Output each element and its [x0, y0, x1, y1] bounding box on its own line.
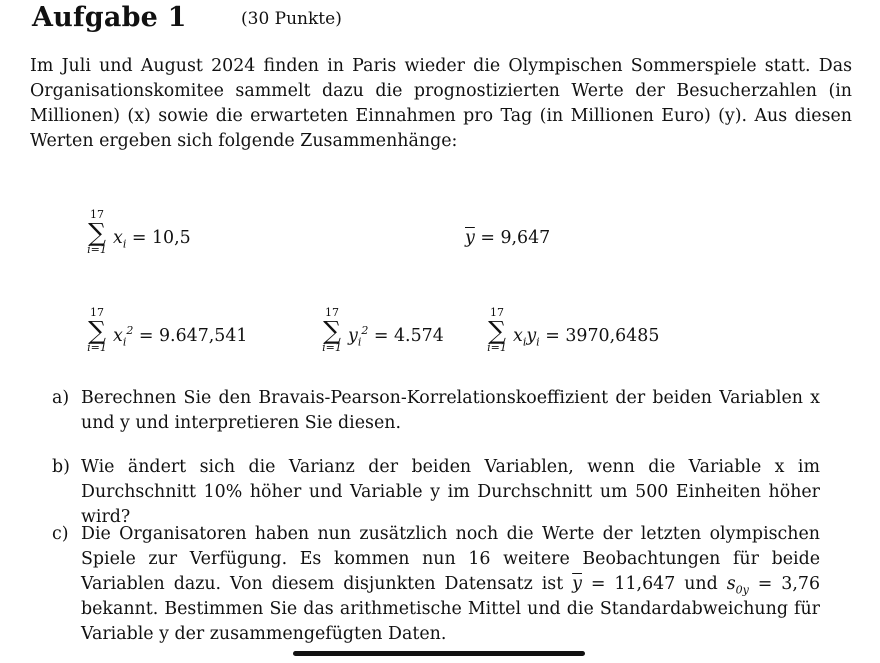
sum-sign: 17 ∑ i=1: [322, 306, 342, 354]
home-indicator[interactable]: [293, 651, 585, 656]
task-c-ybar-value: = 11,647: [590, 574, 676, 594]
task-label: c): [52, 524, 69, 544]
task-text: Die Organisatoren haben nun zusätzlich noch die Werte der letzten olympischen Spiele zur Verfügung. Es kommen nun 16 weitere Beobachtungen für beide Variablen dazu. Von diesem disjunkten Datensatz ist $\overline{y} = 11,647$ und $s_{0y} = 3,76$ bekannt. Bestimmen Sie das arithmetische Mittel und die Standardabweichung für Variable y der zusammengefügten Daten.: [81, 524, 821, 644]
intro-paragraph: Im Juli und August 2024 finden in Paris wieder die Olympischen Sommerspiele statt. Das Organisationskomitee sammelt dazu die prognostizierten Werte der Besucherzahlen (in Millionen) (x) sowie die erwarteten Einnahmen pro Tag (in Millionen Euro) (y). Aus diesen Werten ergeben sich folgende Zusammenhänge:: [30, 56, 852, 151]
sum-x2-value: = 9.647,541: [138, 326, 248, 346]
task-label: b): [52, 457, 70, 477]
sum-sign: 17 ∑ i=1: [487, 306, 507, 354]
exercise-points: (30 Punkte): [241, 9, 342, 29]
ybar-value: = 9,647: [480, 228, 551, 248]
task-a: [52, 386, 820, 436]
task-b: [52, 455, 820, 530]
sum-y2-value: = 4.574: [373, 326, 444, 346]
document-page: Aufgabe 1 (30 Punkte) Im Juli und August 2024 finden in Paris wieder die Olympischen Sommerspiele statt. Das Organisationskomitee sammelt dazu die prognostizierten Werte der Besucherzahlen (in Millionen) (x) sowie die erwarteten Einnahmen pro Tag (in Millionen Euro) (y). Aus diesen Werten ergeben sich folgende Zusammenhänge: 17 ∑ i=1 $x_i = 10,5$ $\overline{y} = 9,647$ 17 ∑ i=1 $x_i^2 = 9.647,541$ 17 ∑ i=1 $y_i^2 = 4.574$ 17 ∑ i=1 $x_iy_i = 3970,6485$ a) Berechnen Sie den Bravais-Pearson-Korrelationskoeffizient der beiden Variablen x und y und interpretieren Sie diesen. b) Wie ändert sich die Varianz der beiden Variablen, wenn die Variable x im Durchschnitt 10% höher und Variable y im Durchschnitt um 500 Einheiten höher wird? c) Die Organisatoren haben nun zusätzlich noch die Werte der letzten olympischen Spiele zur Verfügung. Es kommen nun 16 weitere Beobachtungen für beide Variablen dazu. Von diesem disjunkten Datensatz ist $\overline{y} = 11,647$ und $s_{0y} = 3,76$ bekannt. Bestimmen Sie das arithmetische Mittel und die Standardabweichung für Variable y der zusammengefügten Daten.: [0, 0, 880, 663]
task-c: [52, 522, 820, 647]
sum-sign: 17 ∑ i=1: [87, 306, 107, 354]
task-text: Berechnen Sie den Bravais-Pearson-Korrelationskoeffizient der beiden Variablen x und y und interpretieren Sie diesen.: [81, 388, 820, 433]
sum-xy-value: = 3970,6485: [545, 326, 660, 346]
task-label: a): [52, 388, 70, 408]
exercise-title: Aufgabe 1: [32, 2, 187, 33]
sum-x-value: = 10,5: [131, 228, 191, 248]
task-text: Wie ändert sich die Varianz der beiden Variablen, wenn die Variable x im Durchschnitt 10% höher und Variable y im Durchschnitt um 500 Einheiten höher wird?: [81, 457, 820, 527]
sum-sign: 17 ∑ i=1: [87, 208, 107, 256]
task-c-s-value: = 3,76: [757, 574, 821, 594]
